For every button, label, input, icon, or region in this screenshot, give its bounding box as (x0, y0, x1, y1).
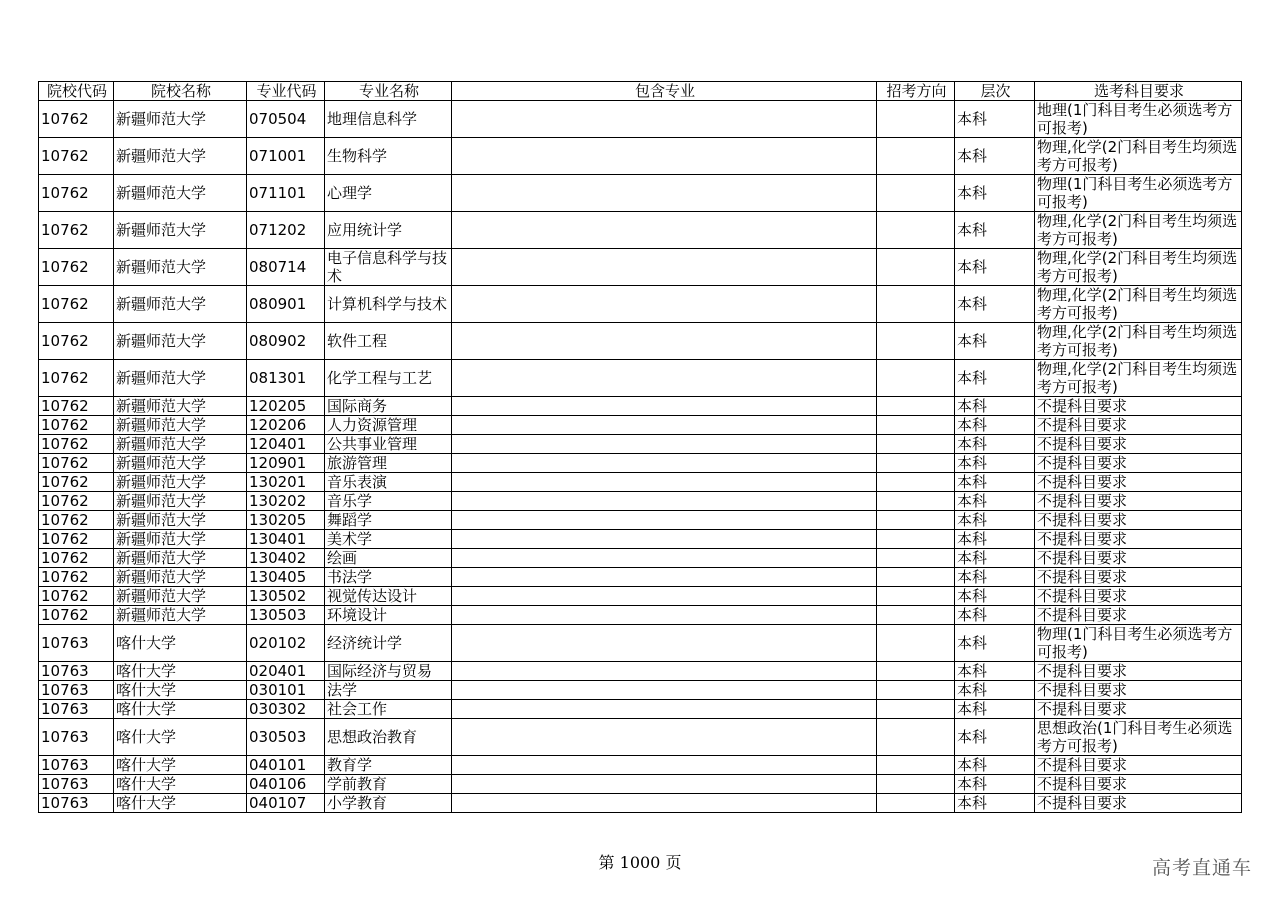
cell-included-majors (452, 587, 877, 606)
cell-level: 本科 (955, 587, 1035, 606)
cell-level: 本科 (955, 775, 1035, 794)
cell-school-code: 10762 (39, 138, 114, 175)
cell-included-majors (452, 323, 877, 360)
table-row (39, 454, 1242, 473)
cell-school-code: 10762 (39, 175, 114, 212)
cell-included-majors (452, 138, 877, 175)
cell-major-name: 国际经济与贸易 (325, 662, 452, 681)
table-row (39, 756, 1242, 775)
table-row (39, 587, 1242, 606)
cell-major-name: 学前教育 (325, 775, 452, 794)
cell-major-name: 视觉传达设计 (325, 587, 452, 606)
cell-major-name: 应用统计学 (325, 212, 452, 249)
cell-subject-requirement: 不提科目要求 (1035, 416, 1242, 435)
cell-level: 本科 (955, 606, 1035, 625)
cell-included-majors (452, 175, 877, 212)
table-row (39, 473, 1242, 492)
cell-school-code: 10763 (39, 775, 114, 794)
cell-level: 本科 (955, 249, 1035, 286)
cell-major-code: 130202 (247, 492, 325, 511)
cell-major-name: 法学 (325, 681, 452, 700)
cell-school-name: 喀什大学 (114, 775, 247, 794)
cell-school-code: 10762 (39, 587, 114, 606)
cell-school-code: 10762 (39, 511, 114, 530)
cell-major-name: 公共事业管理 (325, 435, 452, 454)
table-row (39, 101, 1242, 138)
cell-school-name: 新疆师范大学 (114, 286, 247, 323)
cell-school-name: 新疆师范大学 (114, 435, 247, 454)
cell-included-majors (452, 492, 877, 511)
cell-direction (877, 568, 955, 587)
cell-school-name: 喀什大学 (114, 794, 247, 813)
cell-included-majors (452, 662, 877, 681)
cell-included-majors (452, 511, 877, 530)
cell-subject-requirement: 不提科目要求 (1035, 397, 1242, 416)
cell-school-name: 喀什大学 (114, 700, 247, 719)
cell-direction (877, 530, 955, 549)
cell-direction (877, 454, 955, 473)
table-row (39, 606, 1242, 625)
cell-major-name: 音乐学 (325, 492, 452, 511)
table-row (39, 719, 1242, 756)
cell-direction (877, 360, 955, 397)
cell-included-majors (452, 719, 877, 756)
cell-level: 本科 (955, 323, 1035, 360)
cell-subject-requirement: 不提科目要求 (1035, 454, 1242, 473)
cell-school-code: 10762 (39, 530, 114, 549)
cell-direction (877, 175, 955, 212)
cell-level: 本科 (955, 568, 1035, 587)
cell-subject-requirement: 地理(1门科目考生必须选考方可报考) (1035, 101, 1242, 138)
cell-direction (877, 662, 955, 681)
table-row (39, 175, 1242, 212)
cell-school-name: 新疆师范大学 (114, 397, 247, 416)
cell-included-majors (452, 775, 877, 794)
cell-major-name: 小学教育 (325, 794, 452, 813)
cell-school-name: 新疆师范大学 (114, 492, 247, 511)
cell-included-majors (452, 454, 877, 473)
cell-subject-requirement: 物理,化学(2门科目考生均须选考方可报考) (1035, 212, 1242, 249)
cell-major-name: 美术学 (325, 530, 452, 549)
table-row (39, 549, 1242, 568)
cell-direction (877, 473, 955, 492)
cell-school-code: 10763 (39, 625, 114, 662)
cell-major-code: 130503 (247, 606, 325, 625)
cell-subject-requirement: 不提科目要求 (1035, 473, 1242, 492)
cell-major-code: 120401 (247, 435, 325, 454)
cell-level: 本科 (955, 435, 1035, 454)
cell-major-code: 081301 (247, 360, 325, 397)
cell-major-name: 地理信息科学 (325, 101, 452, 138)
cell-major-code: 040107 (247, 794, 325, 813)
header-direction: 招考方向 (877, 82, 955, 101)
cell-major-name: 计算机科学与技术 (325, 286, 452, 323)
cell-major-code: 071101 (247, 175, 325, 212)
cell-included-majors (452, 681, 877, 700)
cell-direction (877, 511, 955, 530)
cell-major-code: 030101 (247, 681, 325, 700)
cell-major-code: 040101 (247, 756, 325, 775)
table-row (39, 492, 1242, 511)
cell-level: 本科 (955, 397, 1035, 416)
cell-level: 本科 (955, 138, 1035, 175)
cell-major-code: 070504 (247, 101, 325, 138)
cell-direction (877, 323, 955, 360)
cell-direction (877, 681, 955, 700)
cell-included-majors (452, 360, 877, 397)
cell-school-code: 10762 (39, 397, 114, 416)
cell-school-code: 10762 (39, 101, 114, 138)
table-row (39, 397, 1242, 416)
cell-major-name: 舞蹈学 (325, 511, 452, 530)
cell-subject-requirement: 不提科目要求 (1035, 568, 1242, 587)
cell-level: 本科 (955, 492, 1035, 511)
cell-major-name: 电子信息科学与技术 (325, 249, 452, 286)
cell-school-name: 新疆师范大学 (114, 568, 247, 587)
cell-subject-requirement: 不提科目要求 (1035, 794, 1242, 813)
admission-table (38, 81, 1242, 813)
cell-major-name: 经济统计学 (325, 625, 452, 662)
cell-included-majors (452, 606, 877, 625)
cell-included-majors (452, 397, 877, 416)
cell-subject-requirement: 物理(1门科目考生必须选考方可报考) (1035, 175, 1242, 212)
cell-school-code: 10762 (39, 323, 114, 360)
cell-level: 本科 (955, 756, 1035, 775)
cell-major-name: 思想政治教育 (325, 719, 452, 756)
cell-school-name: 新疆师范大学 (114, 473, 247, 492)
cell-major-name: 绘画 (325, 549, 452, 568)
cell-included-majors (452, 101, 877, 138)
cell-level: 本科 (955, 473, 1035, 492)
header-level: 层次 (955, 82, 1035, 101)
cell-major-code: 130401 (247, 530, 325, 549)
cell-school-name: 新疆师范大学 (114, 416, 247, 435)
cell-level: 本科 (955, 549, 1035, 568)
cell-subject-requirement: 不提科目要求 (1035, 530, 1242, 549)
cell-subject-requirement: 不提科目要求 (1035, 435, 1242, 454)
header-major-code: 专业代码 (247, 82, 325, 101)
cell-school-name: 新疆师范大学 (114, 530, 247, 549)
cell-included-majors (452, 756, 877, 775)
cell-major-code: 040106 (247, 775, 325, 794)
cell-major-name: 社会工作 (325, 700, 452, 719)
cell-subject-requirement: 思想政治(1门科目考生必须选考方可报考) (1035, 719, 1242, 756)
cell-subject-requirement: 不提科目要求 (1035, 756, 1242, 775)
cell-direction (877, 435, 955, 454)
cell-major-code: 130402 (247, 549, 325, 568)
cell-level: 本科 (955, 286, 1035, 323)
cell-major-code: 120901 (247, 454, 325, 473)
table-row (39, 700, 1242, 719)
cell-direction (877, 606, 955, 625)
cell-school-name: 喀什大学 (114, 625, 247, 662)
cell-major-code: 020102 (247, 625, 325, 662)
cell-major-code: 120206 (247, 416, 325, 435)
cell-major-code: 071202 (247, 212, 325, 249)
cell-level: 本科 (955, 360, 1035, 397)
cell-level: 本科 (955, 212, 1035, 249)
header-subject-requirement: 选考科目要求 (1035, 82, 1242, 101)
cell-included-majors (452, 212, 877, 249)
cell-direction (877, 286, 955, 323)
table-row (39, 568, 1242, 587)
cell-subject-requirement: 不提科目要求 (1035, 492, 1242, 511)
page-number: 第 1000 页 (598, 853, 682, 872)
table-header-row (39, 82, 1242, 101)
watermark-logo-text: 高考直通车 (1151, 857, 1252, 879)
cell-school-code: 10762 (39, 416, 114, 435)
cell-subject-requirement: 不提科目要求 (1035, 549, 1242, 568)
cell-level: 本科 (955, 681, 1035, 700)
cell-school-name: 新疆师范大学 (114, 606, 247, 625)
table-row (39, 511, 1242, 530)
table-row (39, 530, 1242, 549)
cell-school-name: 喀什大学 (114, 662, 247, 681)
cell-direction (877, 625, 955, 662)
cell-school-name: 新疆师范大学 (114, 249, 247, 286)
cell-school-code: 10762 (39, 435, 114, 454)
cell-subject-requirement: 物理,化学(2门科目考生均须选考方可报考) (1035, 249, 1242, 286)
cell-school-name: 新疆师范大学 (114, 101, 247, 138)
table-row (39, 662, 1242, 681)
cell-major-code: 130502 (247, 587, 325, 606)
cell-major-name: 生物科学 (325, 138, 452, 175)
cell-direction (877, 700, 955, 719)
cell-level: 本科 (955, 625, 1035, 662)
cell-major-name: 心理学 (325, 175, 452, 212)
cell-school-name: 新疆师范大学 (114, 454, 247, 473)
cell-direction (877, 587, 955, 606)
cell-level: 本科 (955, 794, 1035, 813)
header-major-name: 专业名称 (325, 82, 452, 101)
cell-school-name: 新疆师范大学 (114, 138, 247, 175)
cell-school-code: 10762 (39, 454, 114, 473)
cell-included-majors (452, 530, 877, 549)
cell-direction (877, 212, 955, 249)
cell-included-majors (452, 416, 877, 435)
cell-direction (877, 549, 955, 568)
cell-level: 本科 (955, 101, 1035, 138)
cell-major-name: 教育学 (325, 756, 452, 775)
cell-direction (877, 756, 955, 775)
cell-direction (877, 719, 955, 756)
cell-school-code: 10762 (39, 473, 114, 492)
cell-school-code: 10763 (39, 719, 114, 756)
cell-level: 本科 (955, 416, 1035, 435)
cell-school-name: 新疆师范大学 (114, 323, 247, 360)
cell-school-code: 10762 (39, 286, 114, 323)
table-row (39, 249, 1242, 286)
cell-subject-requirement: 物理(1门科目考生必须选考方可报考) (1035, 625, 1242, 662)
cell-subject-requirement: 物理,化学(2门科目考生均须选考方可报考) (1035, 323, 1242, 360)
cell-subject-requirement: 物理,化学(2门科目考生均须选考方可报考) (1035, 138, 1242, 175)
cell-major-code: 071001 (247, 138, 325, 175)
cell-included-majors (452, 549, 877, 568)
cell-subject-requirement: 不提科目要求 (1035, 700, 1242, 719)
cell-level: 本科 (955, 662, 1035, 681)
cell-included-majors (452, 249, 877, 286)
cell-major-code: 130201 (247, 473, 325, 492)
cell-major-code: 030302 (247, 700, 325, 719)
cell-school-name: 新疆师范大学 (114, 175, 247, 212)
table-row (39, 286, 1242, 323)
table-row (39, 775, 1242, 794)
cell-subject-requirement: 不提科目要求 (1035, 662, 1242, 681)
cell-school-code: 10762 (39, 360, 114, 397)
cell-included-majors (452, 473, 877, 492)
cell-school-code: 10762 (39, 212, 114, 249)
table-row (39, 435, 1242, 454)
cell-school-name: 新疆师范大学 (114, 511, 247, 530)
cell-school-code: 10763 (39, 681, 114, 700)
cell-school-code: 10762 (39, 606, 114, 625)
header-school-name: 院校名称 (114, 82, 247, 101)
cell-school-name: 新疆师范大学 (114, 360, 247, 397)
cell-included-majors (452, 286, 877, 323)
cell-direction (877, 101, 955, 138)
cell-direction (877, 138, 955, 175)
cell-school-code: 10762 (39, 549, 114, 568)
cell-major-code: 130405 (247, 568, 325, 587)
cell-school-code: 10763 (39, 662, 114, 681)
table-row (39, 360, 1242, 397)
cell-school-code: 10763 (39, 756, 114, 775)
cell-level: 本科 (955, 530, 1035, 549)
cell-direction (877, 492, 955, 511)
cell-school-code: 10762 (39, 492, 114, 511)
cell-direction (877, 775, 955, 794)
cell-included-majors (452, 700, 877, 719)
cell-included-majors (452, 625, 877, 662)
cell-level: 本科 (955, 175, 1035, 212)
table-row (39, 794, 1242, 813)
cell-included-majors (452, 435, 877, 454)
cell-level: 本科 (955, 511, 1035, 530)
table-row (39, 416, 1242, 435)
cell-school-code: 10762 (39, 568, 114, 587)
cell-school-name: 喀什大学 (114, 681, 247, 700)
cell-major-code: 080902 (247, 323, 325, 360)
cell-major-name: 国际商务 (325, 397, 452, 416)
cell-level: 本科 (955, 719, 1035, 756)
table-row (39, 323, 1242, 360)
cell-subject-requirement: 不提科目要求 (1035, 606, 1242, 625)
table-body (39, 101, 1242, 813)
cell-subject-requirement: 不提科目要求 (1035, 511, 1242, 530)
cell-major-code: 030503 (247, 719, 325, 756)
cell-major-code: 120205 (247, 397, 325, 416)
cell-major-name: 人力资源管理 (325, 416, 452, 435)
cell-level: 本科 (955, 454, 1035, 473)
cell-direction (877, 794, 955, 813)
table-row (39, 681, 1242, 700)
cell-major-name: 书法学 (325, 568, 452, 587)
cell-major-code: 080714 (247, 249, 325, 286)
cell-direction (877, 397, 955, 416)
cell-major-code: 130205 (247, 511, 325, 530)
cell-subject-requirement: 不提科目要求 (1035, 775, 1242, 794)
cell-school-code: 10763 (39, 794, 114, 813)
cell-included-majors (452, 568, 877, 587)
cell-major-name: 软件工程 (325, 323, 452, 360)
cell-major-code: 020401 (247, 662, 325, 681)
cell-major-name: 音乐表演 (325, 473, 452, 492)
cell-major-name: 环境设计 (325, 606, 452, 625)
table-row (39, 138, 1242, 175)
header-school-code: 院校代码 (39, 82, 114, 101)
cell-school-code: 10762 (39, 249, 114, 286)
cell-school-name: 新疆师范大学 (114, 212, 247, 249)
cell-school-name: 喀什大学 (114, 719, 247, 756)
table-row (39, 625, 1242, 662)
cell-major-code: 080901 (247, 286, 325, 323)
cell-school-name: 新疆师范大学 (114, 549, 247, 568)
cell-major-name: 旅游管理 (325, 454, 452, 473)
cell-major-name: 化学工程与工艺 (325, 360, 452, 397)
cell-subject-requirement: 物理,化学(2门科目考生均须选考方可报考) (1035, 360, 1242, 397)
cell-school-code: 10763 (39, 700, 114, 719)
cell-included-majors (452, 794, 877, 813)
cell-subject-requirement: 物理,化学(2门科目考生均须选考方可报考) (1035, 286, 1242, 323)
cell-direction (877, 416, 955, 435)
table-row (39, 212, 1242, 249)
cell-direction (877, 249, 955, 286)
header-included-majors: 包含专业 (452, 82, 877, 101)
cell-level: 本科 (955, 700, 1035, 719)
cell-school-name: 喀什大学 (114, 756, 247, 775)
cell-subject-requirement: 不提科目要求 (1035, 587, 1242, 606)
cell-subject-requirement: 不提科目要求 (1035, 681, 1242, 700)
cell-school-name: 新疆师范大学 (114, 587, 247, 606)
